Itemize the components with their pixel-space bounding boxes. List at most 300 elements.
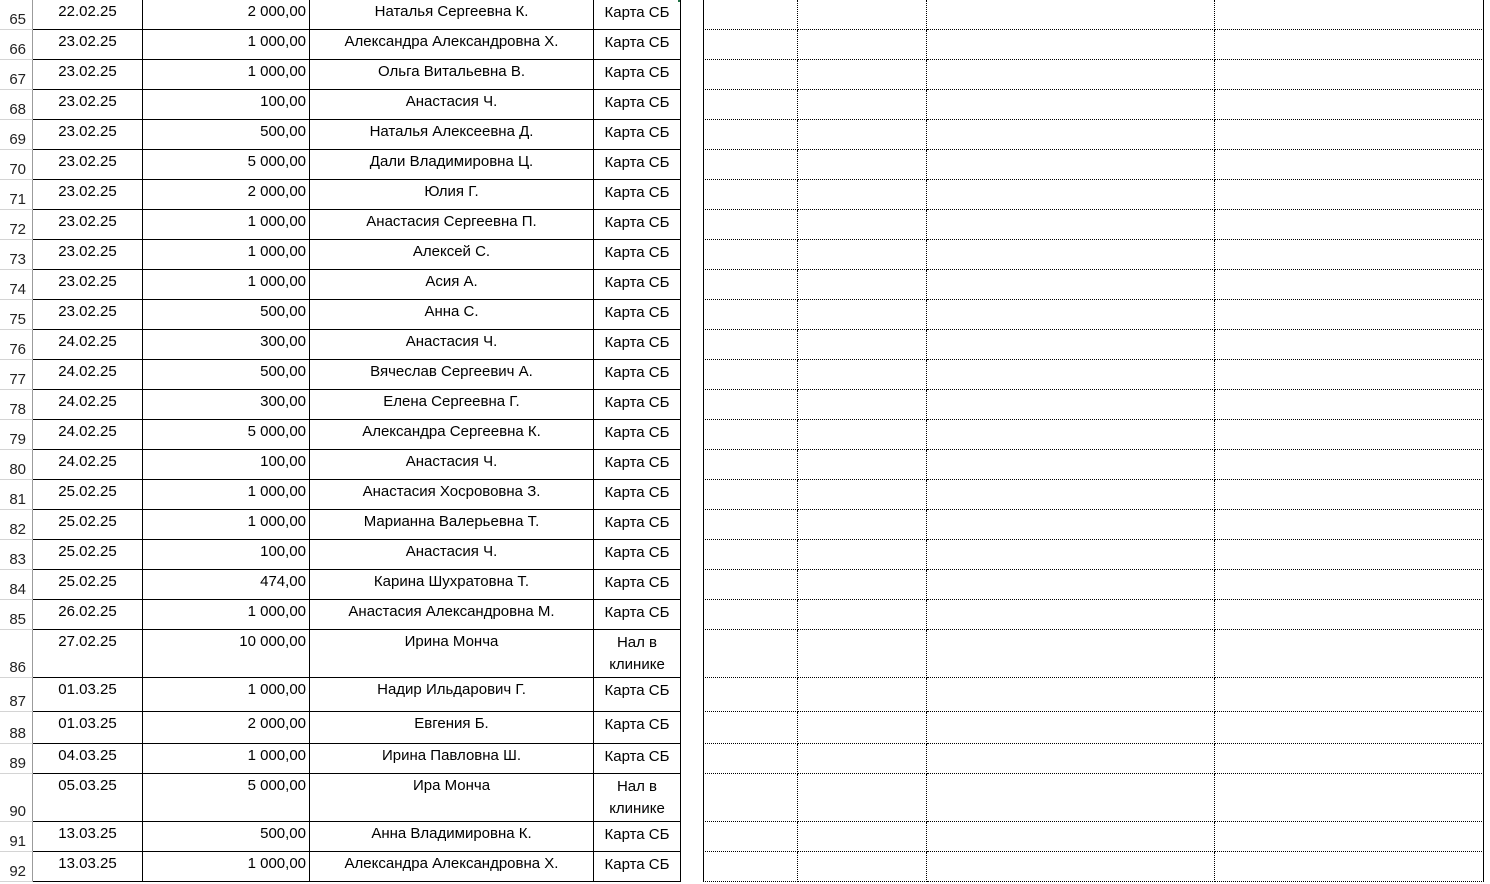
empty-cell[interactable] [703, 420, 798, 450]
amount-cell[interactable]: 100,00 [143, 540, 310, 570]
empty-cell[interactable] [927, 150, 1215, 180]
row-header[interactable] [0, 852, 33, 882]
empty-cell[interactable] [798, 744, 927, 774]
empty-cell[interactable] [703, 120, 798, 150]
empty-cell[interactable] [703, 510, 798, 540]
amount-cell[interactable]: 2 000,00 [143, 712, 310, 744]
amount-cell[interactable]: 1 000,00 [143, 744, 310, 774]
amount-cell[interactable]: 1 000,00 [143, 678, 310, 712]
empty-cell[interactable] [703, 600, 798, 630]
table-row [0, 180, 1490, 210]
table-row [0, 240, 1490, 270]
empty-cell[interactable] [798, 330, 927, 360]
empty-cell[interactable] [703, 744, 798, 774]
amount-cell[interactable]: 300,00 [143, 330, 310, 360]
payment-method-cell[interactable]: Карта СБ [594, 60, 681, 90]
donor-name-cell[interactable]: Марианна Валерьевна Т. [310, 510, 594, 540]
empty-cell[interactable] [703, 450, 798, 480]
empty-cell[interactable] [798, 450, 927, 480]
empty-cell[interactable] [798, 510, 927, 540]
date-cell[interactable]: 23.02.25 [33, 180, 143, 210]
empty-cell[interactable] [927, 0, 1215, 30]
empty-cell[interactable] [798, 600, 927, 630]
row-number: 84 [9, 581, 26, 598]
amount-cell[interactable]: 1 000,00 [143, 270, 310, 300]
empty-cell[interactable] [1215, 60, 1484, 90]
row-header[interactable] [0, 420, 33, 450]
donor-name-cell[interactable]: Анастасия Хосрововна З. [310, 480, 594, 510]
empty-cell[interactable] [927, 510, 1215, 540]
empty-cell[interactable] [1215, 540, 1484, 570]
payment-method-cell[interactable]: Карта СБ [594, 270, 681, 300]
table-row [0, 270, 1490, 300]
payment-method-cell[interactable]: Карта СБ [594, 420, 681, 450]
date-cell[interactable]: 01.03.25 [33, 678, 143, 712]
row-number: 66 [9, 41, 26, 58]
empty-cell[interactable] [927, 390, 1215, 420]
date-cell[interactable]: 23.02.25 [33, 240, 143, 270]
row-number: 88 [9, 725, 26, 742]
table-row [0, 678, 1490, 712]
empty-cell[interactable] [703, 480, 798, 510]
date-cell[interactable]: 23.02.25 [33, 270, 143, 300]
empty-cell[interactable] [798, 150, 927, 180]
amount-cell[interactable]: 10 000,00 [143, 630, 310, 678]
amount-cell[interactable]: 2 000,00 [143, 0, 310, 30]
amount-cell[interactable]: 500,00 [143, 822, 310, 852]
empty-cell[interactable] [927, 450, 1215, 480]
row-header[interactable] [0, 480, 33, 510]
table-row [0, 630, 1490, 678]
empty-cell[interactable] [927, 300, 1215, 330]
empty-cell[interactable] [798, 60, 927, 90]
row-header[interactable] [0, 300, 33, 330]
payment-method-cell[interactable]: Карта СБ [594, 600, 681, 630]
empty-cell[interactable] [703, 150, 798, 180]
payment-method-cell[interactable]: Карта СБ [594, 480, 681, 510]
donor-name-cell[interactable]: Александра Сергеевна К. [310, 420, 594, 450]
payment-method-cell[interactable]: Карта СБ [594, 822, 681, 852]
column-gap [681, 360, 703, 390]
empty-cell[interactable] [927, 480, 1215, 510]
empty-cell[interactable] [927, 240, 1215, 270]
empty-cell[interactable] [1215, 744, 1484, 774]
empty-cell[interactable] [798, 180, 927, 210]
empty-cell[interactable] [1215, 420, 1484, 450]
column-gap [681, 150, 703, 180]
empty-cell[interactable] [1215, 852, 1484, 882]
row-header[interactable] [0, 540, 33, 570]
empty-cell[interactable] [927, 360, 1215, 390]
empty-cell[interactable] [703, 180, 798, 210]
row-number: 75 [9, 311, 26, 328]
row-header[interactable] [0, 240, 33, 270]
row-number: 65 [9, 11, 26, 28]
empty-cell[interactable] [1215, 774, 1484, 822]
empty-cell[interactable] [927, 744, 1215, 774]
date-cell[interactable]: 23.02.25 [33, 150, 143, 180]
payment-method-cell[interactable]: Карта СБ [594, 852, 681, 882]
column-gap [681, 210, 703, 240]
row-header[interactable] [0, 270, 33, 300]
payment-method-cell[interactable]: Карта СБ [594, 90, 681, 120]
date-cell[interactable]: 25.02.25 [33, 570, 143, 600]
row-header[interactable] [0, 600, 33, 630]
table-row [0, 570, 1490, 600]
empty-cell[interactable] [798, 300, 927, 330]
column-gap [681, 678, 703, 712]
amount-cell[interactable]: 5 000,00 [143, 150, 310, 180]
empty-cell[interactable] [927, 822, 1215, 852]
row-header[interactable] [0, 822, 33, 852]
date-cell[interactable]: 25.02.25 [33, 540, 143, 570]
table-row [0, 774, 1490, 822]
empty-cell[interactable] [798, 360, 927, 390]
row-number: 68 [9, 101, 26, 118]
donor-name-cell[interactable]: Наталья Сергеевна К. [310, 0, 594, 30]
payment-method-cell[interactable]: Карта СБ [594, 240, 681, 270]
empty-cell[interactable] [1215, 120, 1484, 150]
empty-cell[interactable] [927, 570, 1215, 600]
donor-name-cell[interactable]: Елена Сергеевна Г. [310, 390, 594, 420]
amount-cell[interactable]: 1 000,00 [143, 240, 310, 270]
donor-name-cell[interactable]: Ирина Павловна Ш. [310, 744, 594, 774]
empty-cell[interactable] [927, 30, 1215, 60]
empty-cell[interactable] [1215, 270, 1484, 300]
row-number: 67 [9, 71, 26, 88]
empty-cell[interactable] [703, 360, 798, 390]
table-row [0, 30, 1490, 60]
amount-cell[interactable]: 1 000,00 [143, 510, 310, 540]
empty-cell[interactable] [1215, 180, 1484, 210]
column-gap [681, 0, 703, 30]
row-header[interactable] [0, 30, 33, 60]
row-header[interactable] [0, 150, 33, 180]
row-header[interactable] [0, 450, 33, 480]
empty-cell[interactable] [703, 330, 798, 360]
row-header[interactable] [0, 678, 33, 712]
date-cell[interactable]: 23.02.25 [33, 120, 143, 150]
donor-name-cell[interactable]: Ирина Монча [310, 630, 594, 678]
empty-cell[interactable] [1215, 678, 1484, 712]
amount-cell[interactable]: 5 000,00 [143, 774, 310, 822]
column-gap [681, 744, 703, 774]
row-header[interactable] [0, 510, 33, 540]
donor-name-cell[interactable]: Ира Монча [310, 774, 594, 822]
date-cell[interactable]: 25.02.25 [33, 480, 143, 510]
empty-cell[interactable] [1215, 390, 1484, 420]
date-cell[interactable]: 24.02.25 [33, 420, 143, 450]
table-row [0, 0, 1490, 30]
empty-cell[interactable] [798, 822, 927, 852]
empty-cell[interactable] [927, 712, 1215, 744]
column-gap [681, 240, 703, 270]
amount-cell[interactable]: 500,00 [143, 360, 310, 390]
column-gap [681, 270, 703, 300]
payment-method-cell[interactable]: Карта СБ [594, 450, 681, 480]
payment-method-cell[interactable]: Карта СБ [594, 30, 681, 60]
column-gap [681, 300, 703, 330]
empty-cell[interactable] [703, 30, 798, 60]
empty-cell[interactable] [927, 540, 1215, 570]
donor-name-cell[interactable]: Карина Шухратовна Т. [310, 570, 594, 600]
empty-cell[interactable] [798, 0, 927, 30]
row-number: 76 [9, 341, 26, 358]
row-header[interactable] [0, 0, 33, 30]
date-cell[interactable]: 23.02.25 [33, 90, 143, 120]
empty-cell[interactable] [1215, 712, 1484, 744]
amount-cell[interactable]: 474,00 [143, 570, 310, 600]
amount-cell[interactable]: 1 000,00 [143, 210, 310, 240]
column-gap [681, 600, 703, 630]
amount-cell[interactable]: 300,00 [143, 390, 310, 420]
empty-cell[interactable] [1215, 330, 1484, 360]
donor-name-cell[interactable]: Анастасия Александровна М. [310, 600, 594, 630]
date-cell[interactable]: 23.02.25 [33, 300, 143, 330]
empty-cell[interactable] [703, 210, 798, 240]
empty-cell[interactable] [703, 270, 798, 300]
empty-cell[interactable] [703, 540, 798, 570]
empty-cell[interactable] [798, 678, 927, 712]
row-header[interactable] [0, 570, 33, 600]
payment-method-cell[interactable]: Карта СБ [594, 210, 681, 240]
amount-cell[interactable]: 1 000,00 [143, 852, 310, 882]
row-number: 79 [9, 431, 26, 448]
empty-cell[interactable] [1215, 630, 1484, 678]
empty-cell[interactable] [1215, 30, 1484, 60]
payment-method-cell[interactable]: Карта СБ [594, 120, 681, 150]
row-header[interactable] [0, 120, 33, 150]
table-row [0, 822, 1490, 852]
empty-cell[interactable] [927, 180, 1215, 210]
empty-cell[interactable] [927, 600, 1215, 630]
table-row [0, 712, 1490, 744]
date-cell[interactable]: 24.02.25 [33, 330, 143, 360]
empty-cell[interactable] [927, 852, 1215, 882]
empty-cell[interactable] [703, 630, 798, 678]
empty-cell[interactable] [1215, 450, 1484, 480]
empty-cell[interactable] [798, 420, 927, 450]
date-cell[interactable]: 24.02.25 [33, 360, 143, 390]
date-cell[interactable]: 22.02.25 [33, 0, 143, 30]
empty-cell[interactable] [703, 90, 798, 120]
empty-cell[interactable] [798, 630, 927, 678]
donor-name-cell[interactable]: Александра Александровна Х. [310, 30, 594, 60]
column-gap [681, 822, 703, 852]
payment-method-cell[interactable]: Карта СБ [594, 390, 681, 420]
column-gap [681, 180, 703, 210]
payment-method-cell[interactable]: Карта СБ [594, 712, 681, 744]
row-header[interactable] [0, 774, 33, 822]
table-row [0, 360, 1490, 390]
empty-cell[interactable] [798, 240, 927, 270]
donor-name-cell[interactable]: Евгения Б. [310, 712, 594, 744]
payment-method-cell[interactable]: Нал в клинике [594, 630, 681, 678]
date-cell[interactable]: 23.02.25 [33, 60, 143, 90]
payment-method-cell[interactable]: Карта СБ [594, 300, 681, 330]
empty-cell[interactable] [1215, 150, 1484, 180]
column-gap [681, 774, 703, 822]
payment-method-cell[interactable]: Карта СБ [594, 150, 681, 180]
row-number: 74 [9, 281, 26, 298]
payment-method-cell[interactable]: Карта СБ [594, 0, 681, 30]
empty-cell[interactable] [703, 570, 798, 600]
donor-name-cell[interactable]: Анна Владимировна К. [310, 822, 594, 852]
donor-name-cell[interactable]: Алексей С. [310, 240, 594, 270]
empty-cell[interactable] [798, 120, 927, 150]
donor-name-cell[interactable]: Анна С. [310, 300, 594, 330]
empty-cell[interactable] [703, 822, 798, 852]
date-cell[interactable]: 25.02.25 [33, 510, 143, 540]
empty-cell[interactable] [703, 852, 798, 882]
empty-cell[interactable] [798, 774, 927, 822]
empty-cell[interactable] [703, 240, 798, 270]
payment-method-cell[interactable]: Карта СБ [594, 678, 681, 712]
row-header[interactable] [0, 210, 33, 240]
row-number: 73 [9, 251, 26, 268]
date-cell[interactable]: 24.02.25 [33, 450, 143, 480]
donor-name-cell[interactable]: Надир Ильдарович Г. [310, 678, 594, 712]
empty-cell[interactable] [703, 390, 798, 420]
donor-name-cell[interactable]: Анастасия Ч. [310, 450, 594, 480]
amount-cell[interactable]: 1 000,00 [143, 480, 310, 510]
row-number: 71 [9, 191, 26, 208]
empty-cell[interactable] [927, 330, 1215, 360]
empty-cell[interactable] [927, 774, 1215, 822]
empty-cell[interactable] [798, 570, 927, 600]
date-cell[interactable]: 05.03.25 [33, 774, 143, 822]
row-header[interactable] [0, 60, 33, 90]
row-header[interactable] [0, 360, 33, 390]
empty-cell[interactable] [1215, 600, 1484, 630]
empty-cell[interactable] [927, 60, 1215, 90]
date-cell[interactable]: 24.02.25 [33, 390, 143, 420]
table-row [0, 600, 1490, 630]
empty-cell[interactable] [798, 390, 927, 420]
amount-cell[interactable]: 1 000,00 [143, 600, 310, 630]
amount-cell[interactable]: 1 000,00 [143, 60, 310, 90]
donor-name-cell[interactable]: Анастасия Ч. [310, 90, 594, 120]
empty-cell[interactable] [703, 0, 798, 30]
empty-cell[interactable] [1215, 360, 1484, 390]
empty-cell[interactable] [927, 270, 1215, 300]
row-header[interactable] [0, 330, 33, 360]
empty-cell[interactable] [703, 60, 798, 90]
empty-cell[interactable] [798, 712, 927, 744]
donor-name-cell[interactable]: Анастасия Ч. [310, 540, 594, 570]
empty-cell[interactable] [798, 270, 927, 300]
date-cell[interactable]: 01.03.25 [33, 712, 143, 744]
donor-name-cell[interactable]: Наталья Алексеевна Д. [310, 120, 594, 150]
row-number: 69 [9, 131, 26, 148]
empty-cell[interactable] [703, 774, 798, 822]
table-row [0, 390, 1490, 420]
table-row [0, 480, 1490, 510]
donor-name-cell[interactable]: Вячеслав Сергеевич А. [310, 360, 594, 390]
empty-cell[interactable] [798, 210, 927, 240]
empty-cell[interactable] [1215, 510, 1484, 540]
empty-cell[interactable] [927, 678, 1215, 712]
empty-cell[interactable] [703, 678, 798, 712]
empty-cell[interactable] [1215, 240, 1484, 270]
date-cell[interactable]: 26.02.25 [33, 600, 143, 630]
row-header[interactable] [0, 180, 33, 210]
empty-cell[interactable] [927, 630, 1215, 678]
row-number: 81 [9, 491, 26, 508]
payment-method-cell[interactable]: Карта СБ [594, 510, 681, 540]
donor-name-cell[interactable]: Анастасия Ч. [310, 330, 594, 360]
donor-name-cell[interactable]: Александра Александровна Х. [310, 852, 594, 882]
empty-cell[interactable] [927, 120, 1215, 150]
empty-cell[interactable] [703, 300, 798, 330]
payment-method-cell[interactable]: Карта СБ [594, 180, 681, 210]
payment-method-cell[interactable]: Нал в клинике [594, 774, 681, 822]
date-cell[interactable]: 27.02.25 [33, 630, 143, 678]
row-number: 78 [9, 401, 26, 418]
donor-name-cell[interactable]: Анастасия Сергеевна П. [310, 210, 594, 240]
date-cell[interactable]: 13.03.25 [33, 822, 143, 852]
amount-cell[interactable]: 500,00 [143, 120, 310, 150]
date-cell[interactable]: 13.03.25 [33, 852, 143, 882]
empty-cell[interactable] [1215, 90, 1484, 120]
row-header[interactable] [0, 744, 33, 774]
row-number: 87 [9, 693, 26, 710]
empty-cell[interactable] [1215, 300, 1484, 330]
date-cell[interactable]: 23.02.25 [33, 210, 143, 240]
amount-cell[interactable]: 5 000,00 [143, 420, 310, 450]
empty-cell[interactable] [1215, 0, 1484, 30]
empty-cell[interactable] [927, 210, 1215, 240]
row-header[interactable] [0, 630, 33, 678]
empty-cell[interactable] [798, 540, 927, 570]
payment-method-cell[interactable]: Карта СБ [594, 744, 681, 774]
date-cell[interactable]: 23.02.25 [33, 30, 143, 60]
payment-method-cell[interactable]: Карта СБ [594, 540, 681, 570]
empty-cell[interactable] [798, 30, 927, 60]
amount-cell[interactable]: 100,00 [143, 90, 310, 120]
date-cell[interactable]: 04.03.25 [33, 744, 143, 774]
empty-cell[interactable] [1215, 210, 1484, 240]
donor-name-cell[interactable]: Дали Владимировна Ц. [310, 150, 594, 180]
empty-cell[interactable] [927, 420, 1215, 450]
empty-cell[interactable] [703, 712, 798, 744]
row-header[interactable] [0, 390, 33, 420]
empty-cell[interactable] [1215, 570, 1484, 600]
row-header[interactable] [0, 712, 33, 744]
payment-method-cell[interactable]: Карта СБ [594, 360, 681, 390]
payment-method-cell[interactable]: Карта СБ [594, 570, 681, 600]
empty-cell[interactable] [798, 480, 927, 510]
column-gap [681, 712, 703, 744]
donor-name-cell[interactable]: Асия А. [310, 270, 594, 300]
amount-cell[interactable]: 2 000,00 [143, 180, 310, 210]
amount-cell[interactable]: 1 000,00 [143, 30, 310, 60]
empty-cell[interactable] [798, 852, 927, 882]
donor-name-cell[interactable]: Юлия Г. [310, 180, 594, 210]
column-gap [681, 60, 703, 90]
amount-cell[interactable]: 500,00 [143, 300, 310, 330]
empty-cell[interactable] [1215, 480, 1484, 510]
amount-cell[interactable]: 100,00 [143, 450, 310, 480]
donor-name-cell[interactable]: Ольга Витальевна В. [310, 60, 594, 90]
table-row [0, 420, 1490, 450]
payment-method-cell[interactable]: Карта СБ [594, 330, 681, 360]
empty-cell[interactable] [927, 90, 1215, 120]
empty-cell[interactable] [798, 90, 927, 120]
column-gap [681, 90, 703, 120]
empty-cell[interactable] [1215, 822, 1484, 852]
row-header[interactable] [0, 90, 33, 120]
